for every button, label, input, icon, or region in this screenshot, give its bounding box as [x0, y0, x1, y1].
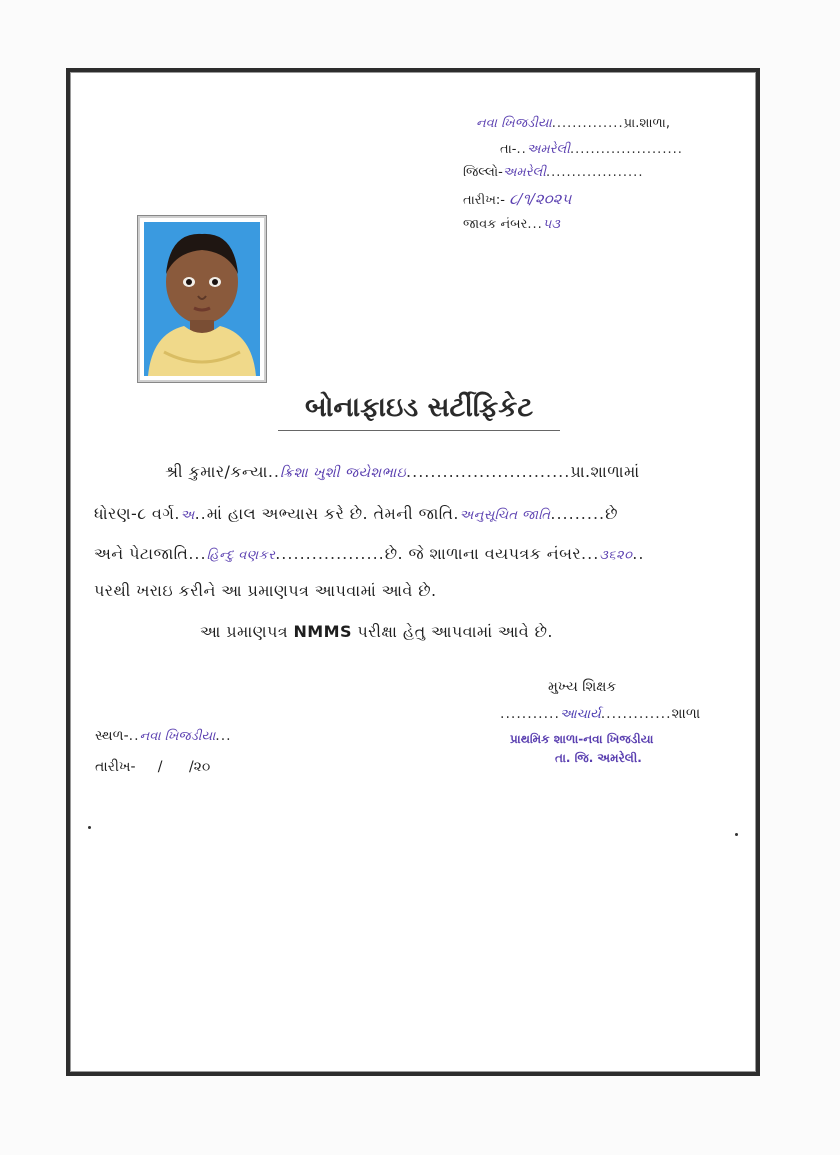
place-label: સ્થળ- — [95, 728, 129, 744]
date-line — [463, 190, 571, 208]
place-value: નવા ખિજડીયા — [139, 729, 216, 744]
body-line-3: અને પેટાજાતિ...હિન્દુ વણકર..................છે. જે શાળાના વયપત્રક નંબર...૩૬૨૦.. — [94, 544, 645, 563]
register-number: ૩૬૨૦ — [599, 548, 633, 563]
school-word: શાળા — [671, 706, 701, 722]
subcaste-value: હિન્દુ વણકર — [206, 548, 276, 563]
student-name: ક્રિશા ખુશી જયેશભાઇ — [280, 465, 407, 481]
standard-label: ધોરણ-૮ વર્ગ — [94, 504, 175, 523]
body-line-1: શ્રી કુમાર/કન્યા..ક્રિશા ખુશી જયેશભાઇ...........................પ્રા.શાળામાં — [165, 462, 640, 481]
outward-label: જાવક નંબર — [463, 217, 528, 232]
student-label: શ્રી કુમાર/કન્યા — [165, 462, 268, 481]
date-label: તારીખ:- — [463, 193, 505, 208]
footer-date-line — [95, 759, 210, 775]
certificate-title: બોનાફાઇડ સર્ટીફિકેટ — [278, 392, 560, 431]
outward-value: ૫૩ — [542, 217, 560, 232]
head-teacher-title: મુખ્ય શિક્ષક — [548, 679, 617, 695]
study-text: માં હાલ અભ્યાસ કરે છે. તેમની જાતિ — [206, 504, 454, 523]
scan-speck — [735, 833, 738, 836]
school-suffix: પ્રા.શાળા, — [623, 116, 670, 131]
school-suffix-text: પ્રા.શાળામાં — [570, 462, 640, 481]
date-value: ૮/૧/૨૦૨૫ — [509, 190, 572, 208]
outward-line: જાવક નંબર...૫૩ — [463, 217, 560, 232]
caste-value: અનુસૂચિત જાતિ — [459, 508, 551, 523]
division-value: અ — [180, 508, 195, 523]
taluka-line: તા-..અમરેલી...................... — [500, 142, 683, 157]
district-label: જિલ્લો- — [463, 165, 503, 180]
stamp-line-1: પ્રાથમિક શાળા-નવા ખિજડીયા — [510, 732, 654, 746]
exam-name: NMMS — [293, 622, 352, 641]
purpose-suffix: પરીક્ષા હેતુ આપવામાં આવે છે. — [357, 622, 553, 641]
stamp-line-2: તા. જિ. અમરેલી. — [555, 751, 642, 765]
taluka-label: તા- — [500, 142, 517, 157]
district-value: અમરેલી — [502, 165, 546, 180]
taluka-value: અમરેલી — [526, 142, 570, 157]
place-line: સ્થળ-..નવા ખિજડીયા... — [95, 728, 232, 744]
body-line-4: પરથી ખરાઇ કરીને આ પ્રમાણપત્ર આપવામાં આવે છે. — [94, 581, 437, 600]
scan-speck — [88, 826, 91, 829]
is-text: છે — [605, 504, 618, 523]
body-line-2: ધોરણ-૮ વર્ગ.અ..માં હાલ અભ્યાસ કરે છે. તેમની જાતિ.અનુસૂચિત જાતિ.........છે — [94, 504, 618, 523]
body-line-5 — [200, 622, 553, 642]
footer-date-label: તારીખ- — [95, 759, 136, 775]
district-line: જિલ્લો-અમરેલી................... — [463, 165, 644, 180]
footer-date-blank: / /૨૦ — [157, 759, 211, 775]
signature-line: ...........આચાર્ય.............શાળા — [500, 706, 701, 722]
subcaste-label: અને પેટાજાતિ — [94, 544, 189, 563]
school-name-line: નવા ખિજડીયા..............પ્રા.શાળા, — [476, 116, 670, 131]
signature: આચાર્ય — [559, 707, 601, 722]
purpose-prefix: આ પ્રમાણપત્ર — [200, 622, 289, 641]
student-photo — [138, 216, 266, 382]
school-name-value: નવા ખિજડીયા — [476, 116, 552, 131]
child-portrait — [144, 222, 260, 376]
register-text: છે. જે શાળાના વયપત્રક નંબર — [384, 544, 582, 563]
